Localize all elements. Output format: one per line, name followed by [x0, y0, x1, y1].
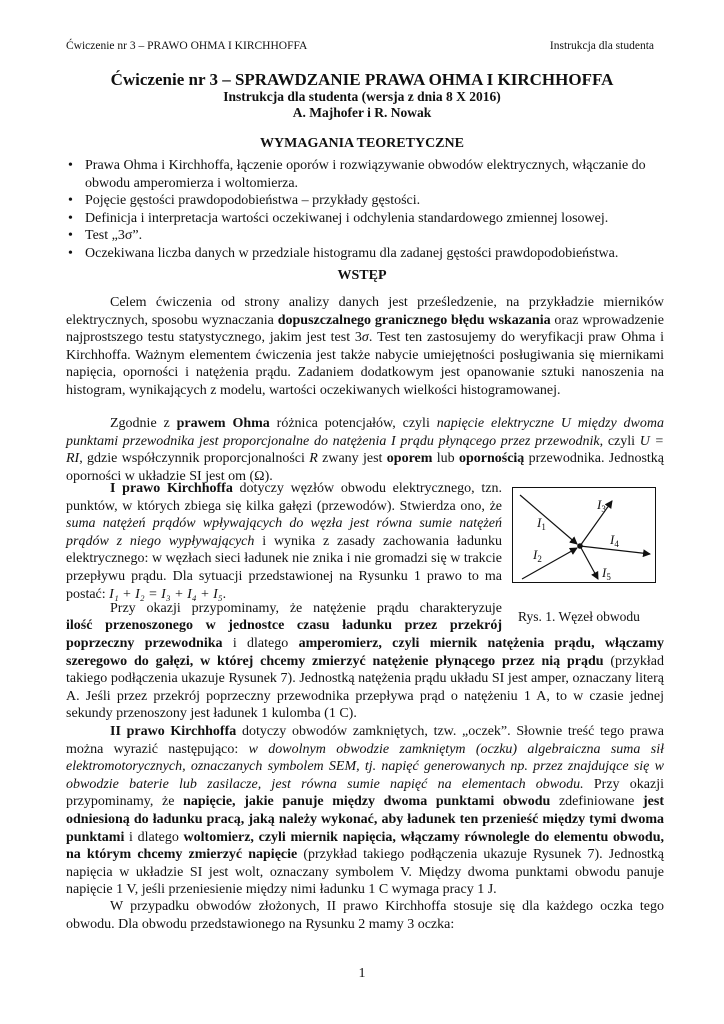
title-block	[60, 70, 664, 121]
figure-caption: Rys. 1. Węzeł obwodu	[518, 609, 640, 624]
intro-paragraph-1: Celem ćwiczenia od strony analizy danych jest prześledzenie, na przykładzie mierników elektrycznych, sposobu wyznaczania dopuszczalnego granicznego błędu wskazania oraz wprowadzenie najprostszego testu statystycznego, jakim jest test 3σ. Test ten zastosujemy do weryfikacji praw Ohma i Kirchhoffa. Ważnym elementem ćwiczenia jest także nabycie umiejętności posługiwania się miernikami napięcia, oporności i natężenia prądu. Zadaniem dodatkowym jest opanowanie sztuki nanoszenia na histogram, wynikających z modelu, wartości oczekiwanych wielkości histogramowanej.	[66, 295, 665, 398]
intro-paragraph-current-line-2: ilość przenoszonego w jednostce czasu ładunku przez przekrój	[66, 618, 502, 633]
label-i2: $I_2$	[533, 547, 542, 564]
list-item: • Test „3σ”.	[66, 227, 666, 245]
arrow-i5	[580, 546, 598, 579]
arrow-i1	[520, 495, 577, 544]
label-i1: $I_1$	[537, 515, 546, 532]
list-item: • Prawa Ohma i Kirchhoffa, łączenie oporów i rozwiązywanie obwodów elektrycznych, włączanie do obwodu amperomierza i woltomierza.	[66, 157, 666, 192]
arrow-i2	[522, 548, 577, 579]
label-i3: $I_3$	[597, 497, 606, 514]
node-diagram	[512, 487, 656, 583]
intro-heading: WSTĘP	[337, 268, 387, 283]
document-authors: A. Majhofer i R. Nowak	[292, 105, 432, 120]
running-header-right: Instrukcja dla studenta	[549, 40, 654, 52]
requirements-list	[66, 157, 666, 263]
label-i4: $I_4$	[610, 532, 619, 549]
running-header-left: Ćwiczenie nr 3 – PRAWO OHMA I KIRCHHOFFA	[66, 40, 308, 52]
intro-paragraph-current-line-1: Przy okazji przypominamy, że natężenie prądu charakteryzuje	[110, 601, 502, 616]
document-subtitle: Instrukcja dla studenta (wersja z dnia 8 X 2016)	[223, 89, 501, 104]
intro-paragraph-kirchhoff-2: II prawo Kirchhoffa dotyczy obwodów zamkniętych, tzw. „oczek”. Słownie treść tego prawa można wyrazić następująco: w dowolnym obwodzie zamkniętym (oczku) algebraiczna suma sił elektromotorycznych, oznaczanych symbolem SEM, tj. napięć generowanych np. przez znajdujące się w obwodzie baterie lub zasilacze, jest równa sumie napięć na elementach obwodu. Przy okazji przypominamy, że napięcie, jakie panuje między dwoma punktami obwodu zdefiniowane jest odniesioną do ładunku pracą, jaką należy wykonać, aby ładunek ten przenieść między tymi dwoma punktami i dlatego woltomierz, czyli miernik napięcia, włączamy równolegle do elementu obwodu, na którym chcemy zmierzyć napięcie (przykład takiego podłączenia ukazuje Rysunek 7). Jednostką napięcia w układzie SI jest wolt, oznaczany symbolem V. Między dwoma punktami obwodu panuje napięcie 1 V, jeśli przeniesienie między nimi ładunku 1 C wymaga pracy 1 J.	[66, 724, 665, 898]
node-point	[577, 543, 583, 549]
list-item: • Oczekiwana liczba danych w przedziale histogramu dla zadanej gęstości prawdopodobieństwa.	[66, 245, 666, 263]
page-number: 1	[358, 966, 366, 981]
intro-paragraph-ohm: Zgodnie z prawem Ohma różnica potencjałów, czyli napięcie elektryczne U między dwoma punktami przewodnika jest proporcjonalne do natężenia I prądu płynącego przez przewodnik, czyli U = RI, gdzie współczynnik proporcjonalności R zwany jest oporem lub opornością przewodnika. Jednostką oporności w układzie SI jest om (Ω).	[66, 416, 664, 484]
intro-paragraph-kirchhoff-1: I prawo Kirchhoffa dotyczy węzłów obwodu elektrycznego, tzn. punktów, w których zbiega się kilka gałęzi (przewodów). Stwierdza ono, że suma natężeń prądów wpływających do węzła jest równa sumie natężeń prądów z niego wypływających i wynika z zasady zachowania ładunku elektrycznego: w węzłach sieci ładunek nie znika i nie gromadzi się w trakcie przepływu prądu. Dla sytuacji przedstawionej na Rysunku 1 prawo to ma postać: I₁ + I₂ = I₃ + I₄ + I₅.	[66, 481, 502, 602]
label-i5: $I_5$	[602, 565, 611, 582]
list-item: • Definicja i interpretacja wartości oczekiwanej i odchylenia standardowego zmiennej losowej.	[66, 210, 666, 228]
requirements-heading: WYMAGANIA TEORETYCZNE	[260, 136, 464, 151]
document-title: Ćwiczenie nr 3 – SPRAWDZANIE PRAWA OHMA I KIRCHHOFFA	[110, 70, 614, 89]
intro-paragraph-complex-circuits: W przypadku obwodów złożonych, II prawo Kirchhoffa stosuje się dla każdego oczka tego obwodu. Dla obwodu przedstawionego na Rysunku 2 mamy 3 oczka:	[66, 899, 664, 932]
arrow-i3	[580, 501, 612, 546]
list-item: • Pojęcie gęstości prawdopodobieństwa – przykłady gęstości.	[66, 192, 666, 210]
figure-frame	[513, 488, 656, 583]
intro-paragraph-current-rest: poprzeczny przewodnika i dlatego amperomierz, czyli miernik natężenia prądu, włączamy szeregowo do gałęzi, w której chcemy zmierzyć natężenie płynącego przez nią prądu (przykład takiego podłączenia ukazuje Rysunek 7). Jednostką natężenia prądu układu SI jest amper, oznaczany literą A. Jeśli przez przekrój poprzeczny przewodnika przepływa prąd o natężeniu 1 A, to w czasie jednej sekundy przenoszony jest ładunek 1 kulomba (1 C).	[66, 636, 664, 722]
